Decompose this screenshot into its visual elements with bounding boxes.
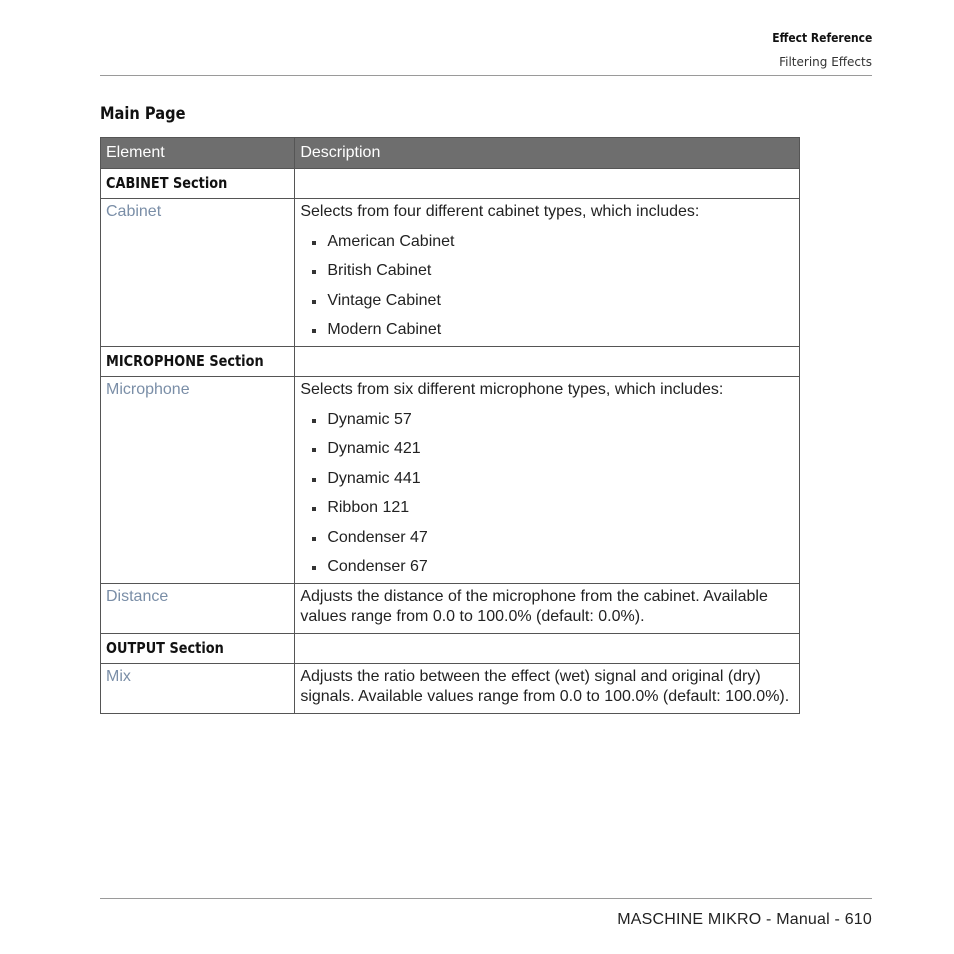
element-description: Adjusts the distance of the microphone from the cabinet. Available values range from 0.0 to 100.0% (default: 0.0%). bbox=[295, 584, 800, 634]
section-label: OUTPUT Section bbox=[106, 639, 224, 657]
column-header-description: Description bbox=[295, 138, 800, 169]
section-row-microphone bbox=[101, 347, 800, 377]
section-row-output bbox=[101, 634, 800, 664]
list-item: Dynamic 421 bbox=[300, 439, 794, 459]
list-item: American Cabinet bbox=[300, 232, 794, 252]
list-item: Condenser 47 bbox=[300, 528, 794, 548]
table-row bbox=[101, 664, 800, 714]
list-item: British Cabinet bbox=[300, 261, 794, 281]
list-item: Condenser 67 bbox=[300, 557, 794, 577]
column-header-element: Element bbox=[101, 138, 295, 169]
table-header-row bbox=[101, 138, 800, 169]
section-heading: Main Page bbox=[100, 104, 186, 124]
element-description: Selects from six different microphone types, which includes: bbox=[300, 381, 724, 398]
element-name-microphone: Microphone bbox=[101, 377, 295, 584]
reference-table bbox=[100, 137, 800, 714]
list-item: Vintage Cabinet bbox=[300, 291, 794, 311]
option-list bbox=[300, 232, 794, 341]
table-row bbox=[101, 199, 800, 347]
footer-divider bbox=[100, 898, 872, 899]
header-divider bbox=[100, 75, 872, 76]
section-label: MICROPHONE Section bbox=[106, 352, 264, 370]
element-description: Selects from four different cabinet types, which includes: bbox=[300, 203, 700, 220]
section-label: CABINET Section bbox=[106, 174, 228, 192]
element-name-mix: Mix bbox=[101, 664, 295, 714]
header-section-subtitle: Filtering Effects bbox=[779, 55, 872, 69]
list-item: Ribbon 121 bbox=[300, 498, 794, 518]
table-row bbox=[101, 377, 800, 584]
page-footer: MASCHINE MIKRO - Manual - 610 bbox=[617, 911, 872, 928]
list-item: Modern Cabinet bbox=[300, 320, 794, 340]
list-item: Dynamic 441 bbox=[300, 469, 794, 489]
element-name-distance: Distance bbox=[101, 584, 295, 634]
section-row-cabinet bbox=[101, 169, 800, 199]
element-description: Adjusts the ratio between the effect (wet) signal and original (dry) signals. Available values range from 0.0 to 100.0% (default: 100.0%). bbox=[295, 664, 800, 714]
header-chapter-title: Effect Reference bbox=[771, 30, 872, 45]
element-name-cabinet: Cabinet bbox=[101, 199, 295, 347]
list-item: Dynamic 57 bbox=[300, 410, 794, 430]
option-list bbox=[300, 410, 794, 578]
table-row bbox=[101, 584, 800, 634]
